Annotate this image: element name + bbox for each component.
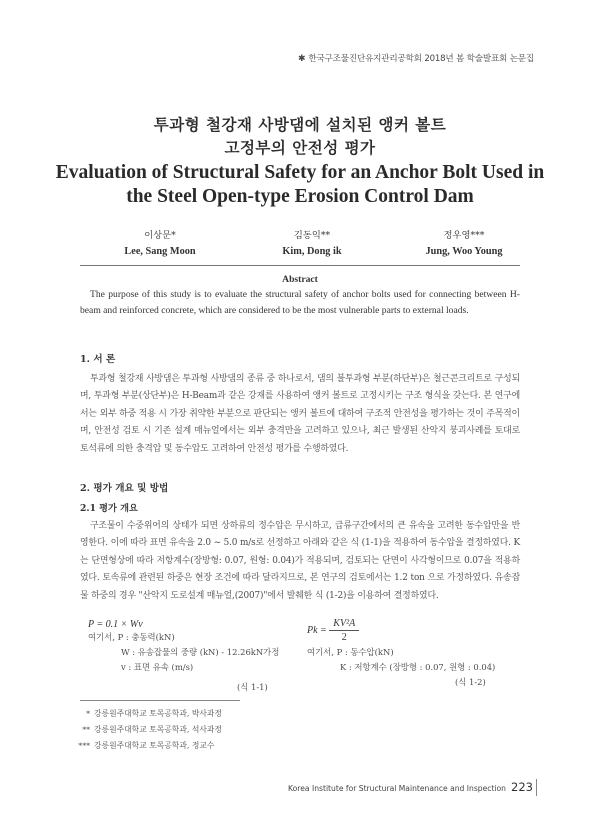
- equation-2-where-p: 여기서, P : 동수압(kN): [307, 647, 394, 657]
- footer-institute: Korea Institute for Structural Maintenance and Inspection: [288, 784, 506, 793]
- author-1: [90, 227, 230, 257]
- footnote-2-text: 강릉원주대학교 토목공학과, 석사과정: [94, 725, 222, 734]
- section-1-heading: 1. 서 론: [80, 354, 116, 365]
- equation-1-where-v: v : 표면 유속 (m/s): [121, 662, 194, 672]
- abstract-heading: Abstract: [282, 274, 318, 285]
- equation-1-where-w: W : 유송잡물의 중량 (kN) - 12.26kN가정: [121, 647, 280, 657]
- footnote-1-text: 강릉원주대학교 토목공학과, 박사과정: [94, 709, 222, 718]
- conference-name: 한국구조물진단유지관리공학회 2018년 봄 학술발표회 논문집: [308, 54, 534, 64]
- footnote-2: [72, 724, 222, 735]
- author-3-korean-name: 정우영***: [443, 230, 485, 241]
- korean-title-line-2: 고정부의 안전성 평가: [224, 138, 376, 157]
- author-2-korean-name: 김동익**: [293, 230, 331, 241]
- footnote-divider: [80, 700, 240, 701]
- section-1-paragraph: 투과형 철강재 사방댐은 투과형 사방댐의 종류 중 하나로서, 댐의 불투과형 부분(하단부)은 철근콘크리트로 구성되며, 투과형 부분(상단부)은 H-Beam과 같은 강재를 사용하여 앵커 볼트로 고정시키는 구조 형식을 갖는다. 본 연구에서는 외부 하중 적용 시 가장 취약한 부분으로 판단되는 앵커 볼트에 대하여 구조적 안전성을 평가하는 것이 주목적이며, 안전성 검토 시 기존 설계 매뉴얼에서는 외부 충격만을 고려하고 있으나, 최근 발생된 산악지 붕괴사례를 토대로 토석류에 의한 충격압 및 동수압도 고려하여 안전성 평가를 수행하였다.: [80, 374, 520, 454]
- equation-2-label: (식 1-2): [455, 677, 486, 687]
- page-number: 223: [511, 780, 533, 794]
- author-2: [242, 227, 382, 257]
- asterisk-icon: ✱: [298, 54, 306, 64]
- footnote-3: [72, 740, 214, 751]
- footnote-2-mark: **: [82, 725, 90, 734]
- section-2-1-paragraph: 구조물이 수중위어의 상태가 되면 상하류의 정수압은 무시하고, 급류구간에서의 큰 유속을 고려한 동수압만을 반영한다. 이에 따라 표면 유속을 2.0 ~ 5.0 m/s로 선정하고 아래와 같은 식 (1-1)을 적용하여 동수압을 결정하였다. K는 단면형상에 따라 저항계수(장방형: 0.07, 원형: 0.04)가 적용되며, 검토되는 단면이 사각형이므로 0.07을 적용하였다. 토속류에 관련된 하중은 현장 조건에 따라 달라지므로, 본 연구의 검토에서는 1.2 ton 으로 가정하였다. 유송잡물 하중의 경우 "산악지 도로설계 매뉴얼,(2007)"에서 발췌한 식 (1-2)을 이용하여 결정하였다.: [80, 521, 520, 601]
- footnote-1-mark: *: [86, 709, 90, 718]
- equation-2-numerator: KV²A: [329, 618, 359, 631]
- english-title-line-2: the Steel Open-type Erosion Control Dam: [126, 186, 474, 207]
- section-2-heading: 2. 평가 개요 및 방법: [80, 483, 169, 494]
- author-3: [394, 227, 534, 257]
- abstract-text: The purpose of this study is to evaluate the structural safety of anchor bolts used for connecting between H-beam and reinforced concrete, which are considered to be the most vulnerable parts to external loads.: [80, 289, 520, 317]
- english-title-line-1: Evaluation of Structural Safety for an Anchor Bolt Used in: [55, 162, 545, 183]
- footnote-3-text: 강릉원주대학교 토목공학과, 정교수: [94, 741, 215, 750]
- equation-2-denominator: 2: [341, 632, 347, 643]
- section-2-1-heading: 2.1 평가 개요: [80, 503, 138, 514]
- footnote-1: [72, 708, 222, 719]
- running-header: [298, 52, 534, 64]
- equation-2-formula: [307, 618, 359, 643]
- equation-2-where-k: K : 저항계수 (장방형 : 0.07, 원형 : 0.04): [340, 662, 496, 672]
- equation-2-lhs: Pk =: [307, 624, 327, 636]
- equation-1-where-p: 여기서, P : 충동력(kN): [88, 632, 175, 642]
- equation-1-formula: P = 0.1 × Wv: [88, 619, 143, 630]
- equation-2-fraction: [329, 618, 359, 643]
- equation-1-label: (식 1-1): [237, 682, 268, 692]
- korean-title-line-1: 투과형 철강재 사방댐에 설치된 앵커 볼트: [153, 115, 447, 134]
- author-1-korean-name: 이상문*: [144, 230, 176, 241]
- author-3-english-name: Jung, Woo Young: [425, 246, 503, 257]
- author-2-english-name: Kim, Dong ik: [282, 246, 342, 257]
- footnote-3-mark: ***: [78, 741, 90, 750]
- title-divider: [80, 265, 520, 266]
- author-1-english-name: Lee, Sang Moon: [124, 246, 196, 257]
- page-number-divider: [536, 779, 537, 796]
